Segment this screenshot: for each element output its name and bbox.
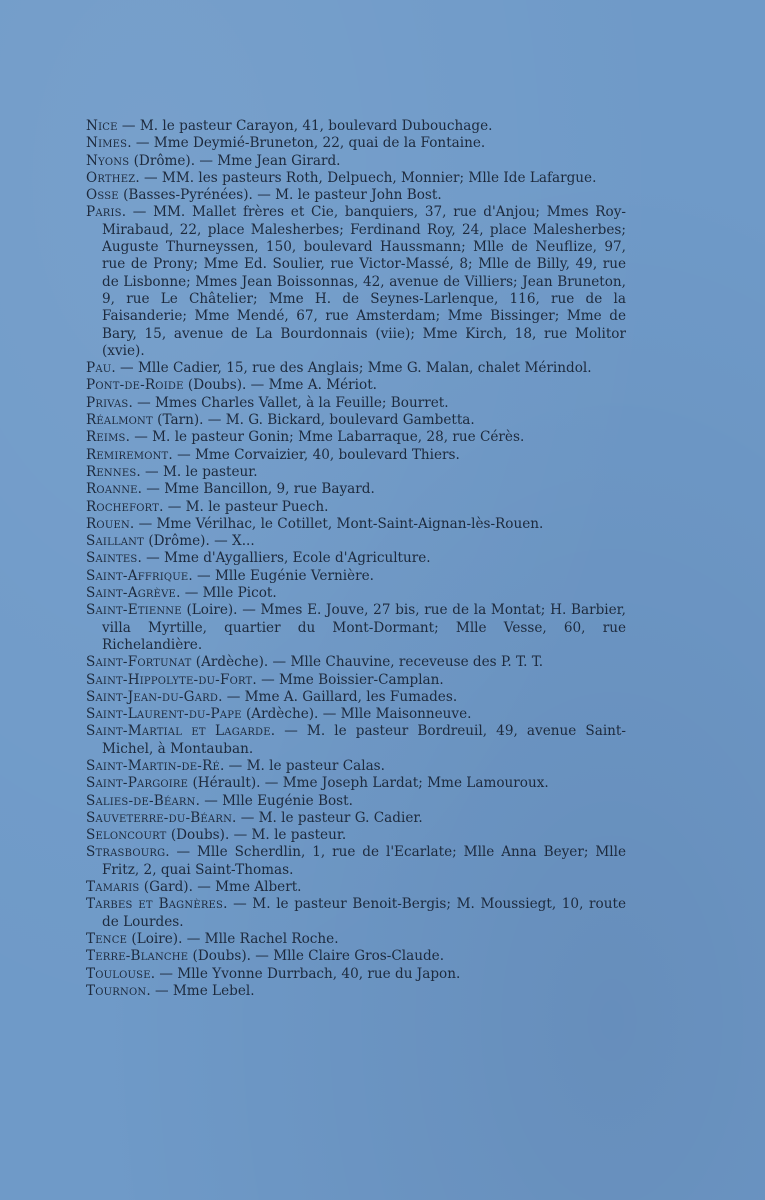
place-name: Osse [86, 187, 119, 204]
list-entry [86, 983, 626, 1000]
list-entry [86, 706, 626, 723]
entry-text: (Loire). — Mmes E. Jouve, 27 bis, rue de la Montat; H. Barbier, villa Myrtille, quartier du Mont-Dormant; Mlle Vesse, 60, rue Richelandière. [102, 602, 626, 653]
place-name: Sauveterre-du-Béarn [86, 809, 233, 826]
place-name: Roanne [86, 481, 138, 498]
list-entry [86, 723, 626, 758]
list-entry [86, 654, 626, 671]
entry-text: . — Mme Corvaizier, 40, boulevard Thiers. [168, 446, 460, 463]
place-name: Paris [86, 204, 122, 221]
place-name: Saint-Hippolyte-du-Fort [86, 671, 253, 688]
list-entry [86, 481, 626, 498]
place-name: Saint-Jean-du-Gard [86, 688, 219, 705]
place-name: Tamaris [86, 879, 140, 896]
place-name: Pau [86, 360, 112, 377]
list-entry [86, 118, 626, 135]
list-entry [86, 844, 626, 879]
place-name: Strasbourg [86, 844, 166, 861]
entry-text: (Drôme). — X... [144, 533, 255, 550]
entry-text: . — Mlle Scherdlin, 1, rue de l'Ecarlate; Mlle Anna Beyer; Mlle Fritz, 2, quai Saint-Thomas. [102, 844, 626, 878]
list-entry [86, 810, 626, 827]
entry-text: (Basses-Pyrénées). — M. le pasteur John Bost. [118, 187, 442, 204]
entry-text: . — Mlle Eugénie Bost. [195, 792, 353, 809]
list-entry [86, 533, 626, 550]
place-name: Saillant [86, 533, 145, 550]
entry-text: . — Mme d'Aygalliers, Ecole d'Agriculture. [137, 550, 431, 567]
list-entry [86, 896, 626, 931]
entry-text: . — Mlle Yvonne Durrbach, 40, rue du Japon. [150, 965, 461, 982]
place-name: Nimes [86, 135, 128, 152]
entry-text: . — Mme Deymié-Bruneton, 22, quai de la Fontaine. [127, 135, 486, 152]
place-name: Saint-Martial et Lagarde [86, 723, 271, 740]
entry-text: . — MM. Mallet frères et Cie, banquiers, 37, rue d'Anjou; Mmes Roy-Mirabaud, 22, place Malesherbes; Ferdinand Roy, 24, place Malesherbes; Auguste Thurneyssen, 150, boulevard Haussmann; Mlle de Neuflize, 97, rue de Prony; Mme Ed. Soulier, rue Victor-Massé, 8; Mlle de Billy, 49, rue de Lisbonne; Mmes Jean Boissonnas, 42, avenue de Villiers; Jean Bruneton, 9, rue Le Châtelier; Mme H. de Seynes-Larlenque, 116, rue de la Faisanderie; Mme Mendé, 67, rue Amsterdam; Mme Bissinger; Mme de Bary, 15, avenue de La Bourdonnais (viie); Mme Kirch, 18, rue Molitor (xvie). [102, 204, 626, 359]
place-name: Tournon [86, 982, 147, 999]
entry-text: (Hérault). — Mme Joseph Lardat; Mme Lamouroux. [188, 775, 549, 792]
entry-text: . — M. le pasteur Bordreuil, 49, avenue Saint-Michel, à Montauban. [102, 723, 626, 757]
entry-text: (Doubs). — Mlle Claire Gros-Claude. [188, 948, 445, 965]
entry-text: (Gard). — Mme Albert. [139, 879, 302, 896]
place-name: Saint-Etienne [86, 602, 182, 619]
entry-text: (Doubs). — M. le pasteur. [166, 827, 347, 844]
place-name: Tence [86, 930, 128, 947]
list-entry [86, 966, 626, 983]
list-entry [86, 395, 626, 412]
place-name: Réalmont [86, 412, 153, 429]
entry-text: (Tarn). — M. G. Bickard, boulevard Gambetta. [152, 412, 475, 429]
list-entry [86, 135, 626, 152]
entry-text: . — Mlle Picot. [176, 585, 277, 602]
place-name: Reims [86, 429, 126, 446]
entry-text: — M. le pasteur Carayon, 41, boulevard Dubouchage. [117, 118, 493, 134]
place-name: Rouen [86, 515, 130, 532]
entry-text: . — Mme Lebel. [146, 982, 255, 999]
list-entry [86, 516, 626, 533]
place-name: Rennes [86, 463, 137, 480]
list-entry [86, 602, 626, 654]
list-entry [86, 170, 626, 187]
list-entry [86, 153, 626, 170]
list-entry [86, 377, 626, 394]
list-entry [86, 672, 626, 689]
entry-text: . — M. le pasteur. [136, 463, 258, 480]
list-entry [86, 879, 626, 896]
place-name: Saint-Fortunat [86, 654, 192, 671]
entry-text: (Doubs). — Mme A. Mériot. [183, 377, 377, 394]
entry-text: (Ardèche). — Mlle Chauvine, receveuse des P. T. T. [191, 654, 544, 671]
place-name: Tarbes et Bagnères [86, 896, 224, 913]
place-name: Salies-de-Béarn [86, 792, 196, 809]
place-name: Nyons [86, 152, 130, 169]
place-name: Seloncourt [86, 827, 167, 844]
entry-text: . — Mme Bancillon, 9, rue Bayard. [137, 481, 375, 498]
list-entry [86, 568, 626, 585]
list-entry [86, 187, 626, 204]
entry-text: . — Mme A. Gaillard, les Fumades. [218, 688, 458, 705]
entry-text: . — Mlle Cadier, 15, rue des Anglais; Mme G. Malan, chalet Mérindol. [111, 360, 592, 377]
list-entry [86, 204, 626, 360]
list-entry [86, 585, 626, 602]
list-entry [86, 447, 626, 464]
place-name: Saint-Affrique [86, 567, 189, 584]
list-entry [86, 931, 626, 948]
place-name: Remiremont [86, 446, 169, 463]
list-entry [86, 360, 626, 377]
entry-text: . — Mlle Eugénie Vernière. [188, 567, 374, 584]
list-entry [86, 827, 626, 844]
place-name: Terre-Blanche [86, 948, 189, 965]
list-entry [86, 948, 626, 965]
place-name: Orthez [86, 169, 136, 186]
entry-text: . — M. le pasteur Gonin; Mme Labarraque, 28, rue Cérès. [125, 429, 525, 446]
entry-text: . — M. le pasteur G. Cadier. [232, 809, 423, 826]
list-entry [86, 499, 626, 516]
list-entry [86, 429, 626, 446]
list-entry [86, 775, 626, 792]
entry-text: . — Mme Vérilhac, le Cotillet, Mont-Saint-Aignan-lès-Rouen. [129, 515, 544, 532]
place-name: Nice [86, 118, 118, 134]
place-name: Saint-Martin-de-Ré [86, 757, 221, 774]
place-name: Privas [86, 394, 129, 411]
list-entry [86, 464, 626, 481]
entry-text: (Ardèche). — Mlle Maisonneuve. [241, 706, 472, 723]
entry-text: . — Mmes Charles Vallet, à la Feuille; Bourret. [128, 394, 449, 411]
list-entry [86, 412, 626, 429]
place-name: Saint-Agrève [86, 585, 177, 602]
list-entry [86, 793, 626, 810]
place-name: Saint-Laurent-du-Pape [86, 706, 242, 723]
entry-text: (Loire). — Mlle Rachel Roche. [127, 930, 339, 947]
entry-text: . — M. le pasteur Calas. [220, 757, 385, 774]
list-entry [86, 550, 626, 567]
place-name: Pont-de-Roide [86, 377, 184, 394]
entry-text: . — M. le pasteur Puech. [159, 498, 329, 515]
place-name: Saintes [86, 550, 138, 567]
place-name: Rochefort [86, 498, 160, 515]
list-entry [86, 689, 626, 706]
entry-text: . — Mme Boissier-Camplan. [252, 671, 444, 688]
place-name: Toulouse [86, 965, 151, 982]
entry-text: . — M. le pasteur Benoit-Bergis; M. Moussiegt, 10, route de Lourdes. [102, 896, 626, 930]
entry-text: . — MM. les pasteurs Roth, Delpuech, Monnier; Mlle Ide Lafargue. [135, 169, 597, 186]
address-list [86, 118, 626, 1000]
place-name: Saint-Pargoire [86, 775, 189, 792]
entry-text: (Drôme). — Mme Jean Girard. [129, 152, 341, 169]
list-entry [86, 758, 626, 775]
